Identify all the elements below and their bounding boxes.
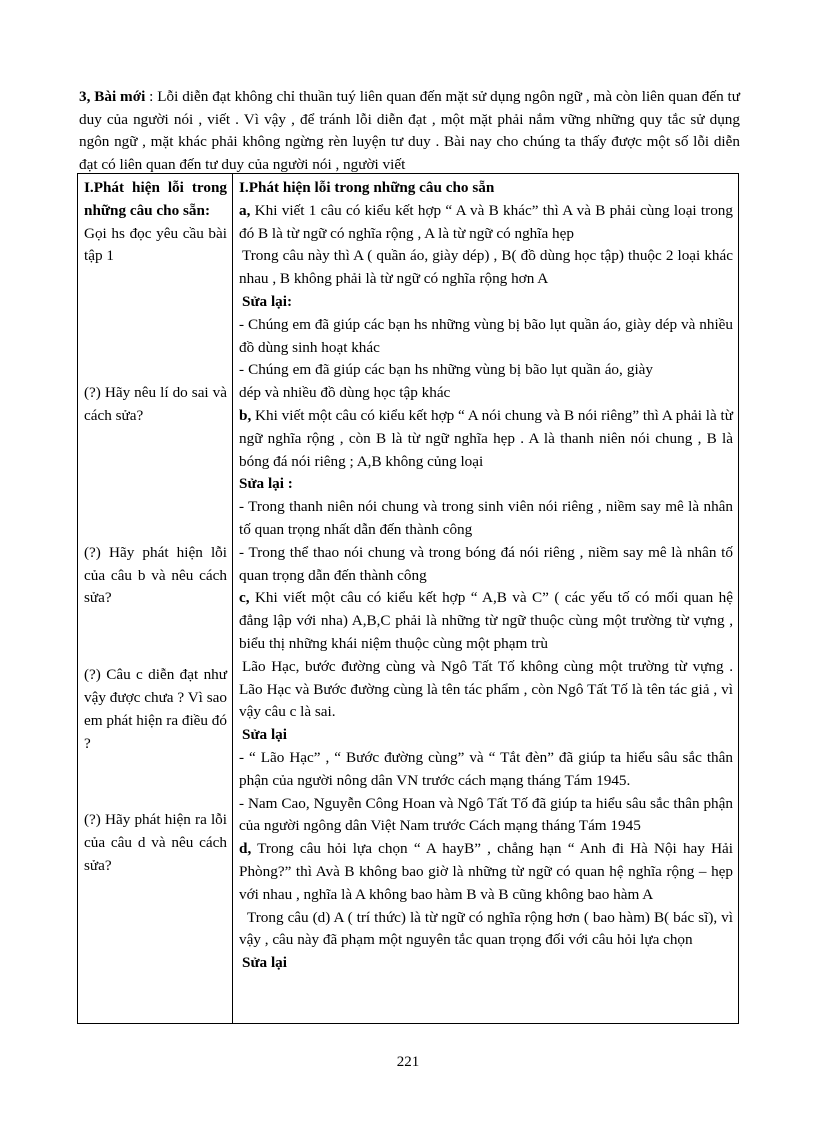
left-intro: Gọi hs đọc yêu cầu bài tập 1 [84,224,227,265]
question-a: (?) Hãy nêu lí do sai và cách sửa? [84,384,227,424]
item-b-fix-1: - Trong thanh niên nói chung và trong sinh viên nói riêng , niềm say mê là nhân tố quan trọng nhất dẫn đến thành công [239,498,733,538]
item-b-fix-label: Sửa lại : [239,475,293,493]
left-heading: I.Phát hiện lỗi trong những câu cho sẵn: [84,179,227,219]
item-a-fix-2: - Chúng em đã giúp các bạn hs những vùng bị bão lụt quần áo, giày dép và nhiều đồ dùng học tập khác [239,361,653,402]
question-c: (?) Câu c diễn đạt như vậy được chưa ? Vì sao em phát hiện ra điều đó ? [84,666,227,752]
item-b: b, Khi viết một câu có kiểu kết hợp “ A nói chung và B nói riêng” thì A phải là từ ngữ nghĩa rộng , còn B là từ ngữ nghĩa hẹp . A là thanh niên nói chung , B là bóng đá nói riêng ; A,B không củng loại [239,406,733,470]
item-c-fix-label: Sửa lại [242,726,287,744]
intro-paragraph [79,86,740,176]
item-c-explain: Lão Hạc, bước đường cùng và Ngô Tất Tố không cùng một trường từ vựng . Lão Hạc và Bước đường cùng là tên tác phẩm , còn Ngô Tất Tố là tên tác giả , vì vậy câu c là sai. [239,657,733,721]
item-d: d, Trong câu hỏi lựa chọn “ A hayB” , chẳng hạn “ Anh đi Hà Nội hay Hải Phòng?” thì Avà B không bao giờ là những từ ngữ có quan hệ nghĩa rộng – hẹp với nhau , nghĩa là A không bao hàm B và B cũng không bao hàm A [239,840,733,903]
item-a-explain: Trong câu này thì A ( quần áo, giày dép) , B( đồ dùng học tập) thuộc 2 loại khác nhau , B không phải là từ ngữ có nghĩa rộng hơn A [239,247,733,288]
item-d-explain: Trong câu (d) A ( trí thức) là từ ngữ có nghĩa rộng hơn ( bao hàm) B( bác sĩ), vì vậy , câu này đã phạm một nguyên tắc quan trọng đối với câu hỏi lựa chọn [239,908,733,949]
table-row [78,174,739,1024]
intro-text: : Lỗi diễn đạt không chỉ thuần tuý liên quan đến mặt sử dụng ngôn ngữ , mà còn liên quan đến tư duy của người nói , viết . Vì vậy , để tránh lỗi diễn đạt , một mặt phải nắm vững những quy tắc sử dụng ngôn ngữ , mặt khác phải không ngừng rèn luyện tư duy . Bài nay cho chúng ta thấy được một số lỗi diễn đạt có liên quan đến tư duy của người nói , người viết [79,88,740,173]
right-heading: I.Phát hiện lỗi trong những câu cho sẵn [239,179,495,196]
lesson-table [77,173,739,1024]
question-b: (?) Hãy phát hiện lỗi của câu b và nêu cách sửa? [84,543,227,607]
intro-label: 3, Bài mới [79,88,146,105]
activity-column [78,174,233,1024]
question-d: (?) Hãy phát hiện ra lỗi của câu d và nêu cách sửa? [84,811,227,874]
item-a-fix-label: Sửa lại: [242,292,293,310]
item-a-fix-1: - Chúng em đã giúp các bạn hs những vùng bị bão lụt quần áo, giày dép và nhiều đồ dùng sinh hoạt khác [239,315,733,356]
item-a: a, Khi viết 1 câu có kiểu kết hợp “ A và B khác” thì A và B phải cùng loại trong đó B là từ ngữ có nghĩa rộng , A là từ ngữ có nghĩa hẹp [239,201,733,242]
item-b-fix-2: - Trong thể thao nói chung và trong bóng đá nói riêng , niềm say mê là nhân tố quan trọng dẫn đến thành công [239,543,733,584]
item-c-fix-1: - “ Lão Hạc” , “ Bước đường cùng” và “ Tắt đèn” đã giúp ta hiểu sâu sắc thân phận của người nông dân VN trước cách mạng tháng Tám 1945. [239,748,733,789]
content-column [233,174,739,1024]
item-c-fix-2: - Nam Cao, Nguyễn Công Hoan và Ngô Tất Tố đã giúp ta hiểu sâu sắc thân phận của người ngông dân Việt Nam trước Cách mạng tháng Tám 1945 [239,794,733,835]
item-c: c, Khi viết một câu có kiểu kết hợp “ A,B và C” ( các yếu tố có mối quan hệ đẳng lập với nha) A,B,C phải là những từ ngữ thuộc cùng một trường từ vựng , biểu thị những khái niệm thuộc cùng một phạm trù [239,589,733,652]
page-number: 221 [396,1054,420,1070]
item-d-fix-label: Sửa lại [242,954,287,972]
